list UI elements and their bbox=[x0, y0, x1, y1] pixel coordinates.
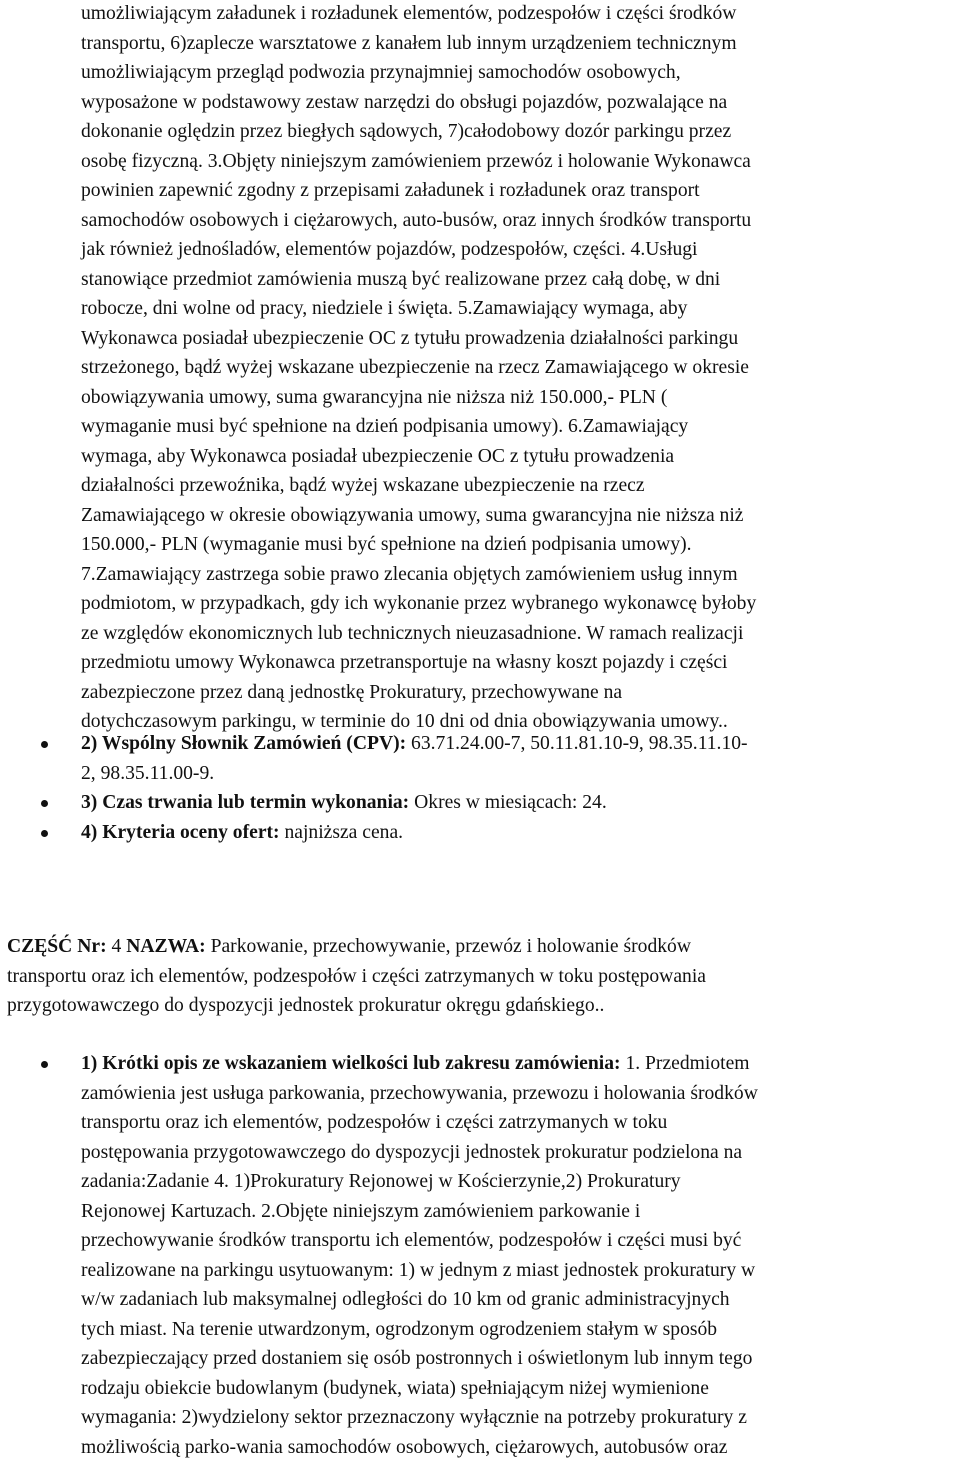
short-description-label: 1) Krótki opis ze wskazaniem wielkości lub zakresu zamówienia: bbox=[81, 1053, 621, 1074]
text-line: robocze, dni wolne od pracy, niedziele i święta. 5.Zamawiający wymaga, aby bbox=[81, 294, 951, 324]
cpv-line-2: 2, 98.35.11.00-9. bbox=[81, 759, 951, 789]
text-line: samochodów osobowych i ciężarowych, auto-busów, oraz innych środków transportu bbox=[81, 206, 951, 236]
bullet-dot-icon bbox=[41, 830, 48, 837]
cpv-line-1 bbox=[81, 729, 951, 759]
description-line: zabezpieczający przed dostaniem się osób postronnych i oświetlonym lub innym tego bbox=[81, 1344, 951, 1374]
text-line: jak również jednośladów, elementów pojazdów, podzespołów, części. 4.Usługi bbox=[81, 235, 951, 265]
description-line-first bbox=[81, 1049, 951, 1079]
description-line: zamówienia jest usługa parkowania, przechowywania, przewozu i holowania środków bbox=[81, 1079, 951, 1109]
text-line: dotychczasowym parkingu, w terminie do 10 dni od dnia obowiązywania umowy.. bbox=[81, 707, 951, 737]
description-line: tych miast. Na terenie utwardzonym, ogrodzonym ogrodzeniem stałym w sposób bbox=[81, 1315, 951, 1345]
text-line: przedmiotu umowy Wykonawca przetransportuje na własny koszt pojazdy i części bbox=[81, 648, 951, 678]
text-line: podmiotom, w przypadkach, gdy ich wykonanie przez wybranego wykonawcę byłoby bbox=[81, 589, 951, 619]
text-line: umożliwiającym przegląd podwozia przynajmniej samochodów osobowych, bbox=[81, 58, 951, 88]
text-line: strzeżonego, bądź wyżej wskazane ubezpieczenie na rzecz Zamawiającego w okresie bbox=[81, 353, 951, 383]
cpv-label: 2) Wspólny Słownik Zamówień (CPV): bbox=[81, 733, 406, 754]
bullet-dot-icon bbox=[41, 1061, 48, 1068]
duration-value: Okres w miesiącach: 24. bbox=[409, 792, 607, 813]
list-item-short-description bbox=[81, 1049, 951, 1462]
cpv-value: 63.71.24.00-7, 50.11.81.10-9, 98.35.11.10- bbox=[406, 733, 747, 754]
description-line: przechowywanie środków transportu ich elementów, podzespołów i części musi być bbox=[81, 1226, 951, 1256]
duration-line bbox=[81, 788, 951, 818]
text-line: wymaganie musi być spełnione na dzień podpisania umowy). 6.Zamawiający bbox=[81, 412, 951, 442]
description-line: w/w zadaniach lub maksymalnej odległości do 10 km od granic administracyjnych bbox=[81, 1285, 951, 1315]
part-heading-line-2: transportu oraz ich elementów, podzespołów i części zatrzymanych w toku postępowania bbox=[7, 962, 952, 992]
text-line: ze względów ekonomicznych lub technicznych nieuzasadnione. W ramach realizacji bbox=[81, 619, 951, 649]
list-item-cpv bbox=[81, 729, 951, 788]
text-line: powinien zapewnić zgodny z przepisami załadunek i rozładunek oraz transport bbox=[81, 176, 951, 206]
part-nr-label: CZĘŚĆ Nr: bbox=[7, 936, 107, 957]
text-line: stanowiące przedmiot zamówienia muszą być realizowane przez całą dobę, w dni bbox=[81, 265, 951, 295]
text-line: 150.000,- PLN (wymaganie musi być spełnione na dzień podpisania umowy). bbox=[81, 530, 951, 560]
description-line: transportu oraz ich elementów, podzespołów i części zatrzymanych w toku bbox=[81, 1108, 951, 1138]
text-line: obowiązywania umowy, suma gwarancyjna nie niższa niż 150.000,- PLN ( bbox=[81, 383, 951, 413]
criteria-value: najniższa cena. bbox=[280, 822, 403, 843]
description-line: możliwością parko-wania samochodów osobowych, ciężarowych, autobusów oraz bbox=[81, 1433, 951, 1462]
part-heading bbox=[7, 932, 952, 1021]
bullet-dot-icon bbox=[41, 741, 48, 748]
part-description-list bbox=[81, 1049, 951, 1462]
text-line: dokonanie oględzin przez biegłych sądowych, 7)całodobowy dozór parkingu przez bbox=[81, 117, 951, 147]
part-heading-line-1 bbox=[7, 932, 952, 962]
continuation-paragraph bbox=[81, 0, 951, 737]
description-line: realizowane na parkingu usytuowanym: 1) w jednym z miast jednostek prokuratury w bbox=[81, 1256, 951, 1286]
text-line: 7.Zamawiający zastrzega sobie prawo zlecania objętych zamówieniem usług innym bbox=[81, 560, 951, 590]
text-line: Wykonawca posiadał ubezpieczenie OC z tytułu prowadzenia działalności parkingu bbox=[81, 324, 951, 354]
text-line: osobę fizyczną. 3.Objęty niniejszym zamówieniem przewóz i holowanie Wykonawca bbox=[81, 147, 951, 177]
description-line: postępowania przygotowawczego do dyspozycji jednostek prokuratur podzielona na bbox=[81, 1138, 951, 1168]
description-line: Rejonowej Kartuzach. 2.Objęte niniejszym zamówieniem parkowanie i bbox=[81, 1197, 951, 1227]
text-line: wymaga, aby Wykonawca posiadał ubezpieczenie OC z tytułu prowadzenia bbox=[81, 442, 951, 472]
text-line: umożliwiającym załadunek i rozładunek elementów, podzespołów i części środków bbox=[81, 0, 951, 29]
text-line: transportu, 6)zaplecze warsztatowe z kanałem lub innym urządzeniem technicznym bbox=[81, 29, 951, 59]
section-continuation bbox=[81, 0, 951, 737]
list-item-criteria bbox=[81, 818, 951, 848]
criteria-label: 4) Kryteria oceny ofert: bbox=[81, 822, 280, 843]
part-name-label: NAZWA: bbox=[126, 936, 205, 957]
bullet-dot-icon bbox=[41, 800, 48, 807]
list-item-duration bbox=[81, 788, 951, 818]
description-line: rodzaju obiekcie budowlanym (budynek, wiata) spełniającym niżej wymienione bbox=[81, 1374, 951, 1404]
part-name-value: Parkowanie, przechowywanie, przewóz i holowanie środków bbox=[206, 936, 691, 957]
text-line: wyposażone w podstawowy zestaw narzędzi do obsługi pojazdów, pozwalające na bbox=[81, 88, 951, 118]
text-line: Zamawiającego w okresie obowiązywania umowy, suma gwarancyjna nie niższa niż bbox=[81, 501, 951, 531]
description-line: zadania:Zadanie 4. 1)Prokuratury Rejonowej w Kościerzynie,2) Prokuratury bbox=[81, 1167, 951, 1197]
description-line: wymagania: 2)wydzielony sektor przeznaczony wyłącznie na potrzeby prokuratury z bbox=[81, 1403, 951, 1433]
text-line: działalności przewoźnika, bądź wyżej wskazane ubezpieczenie na rzecz bbox=[81, 471, 951, 501]
short-description-start: 1. Przedmiotem bbox=[621, 1053, 750, 1074]
criteria-line bbox=[81, 818, 951, 848]
part-nr-value: 4 bbox=[107, 936, 127, 957]
text-line: zabezpieczone przez daną jednostkę Prokuratury, przechowywane na bbox=[81, 678, 951, 708]
part-details-list bbox=[81, 729, 951, 847]
duration-label: 3) Czas trwania lub termin wykonania: bbox=[81, 792, 409, 813]
part-heading-line-3: przygotowawczego do dyspozycji jednostek prokuratur okręgu gdańskiego.. bbox=[7, 991, 952, 1021]
